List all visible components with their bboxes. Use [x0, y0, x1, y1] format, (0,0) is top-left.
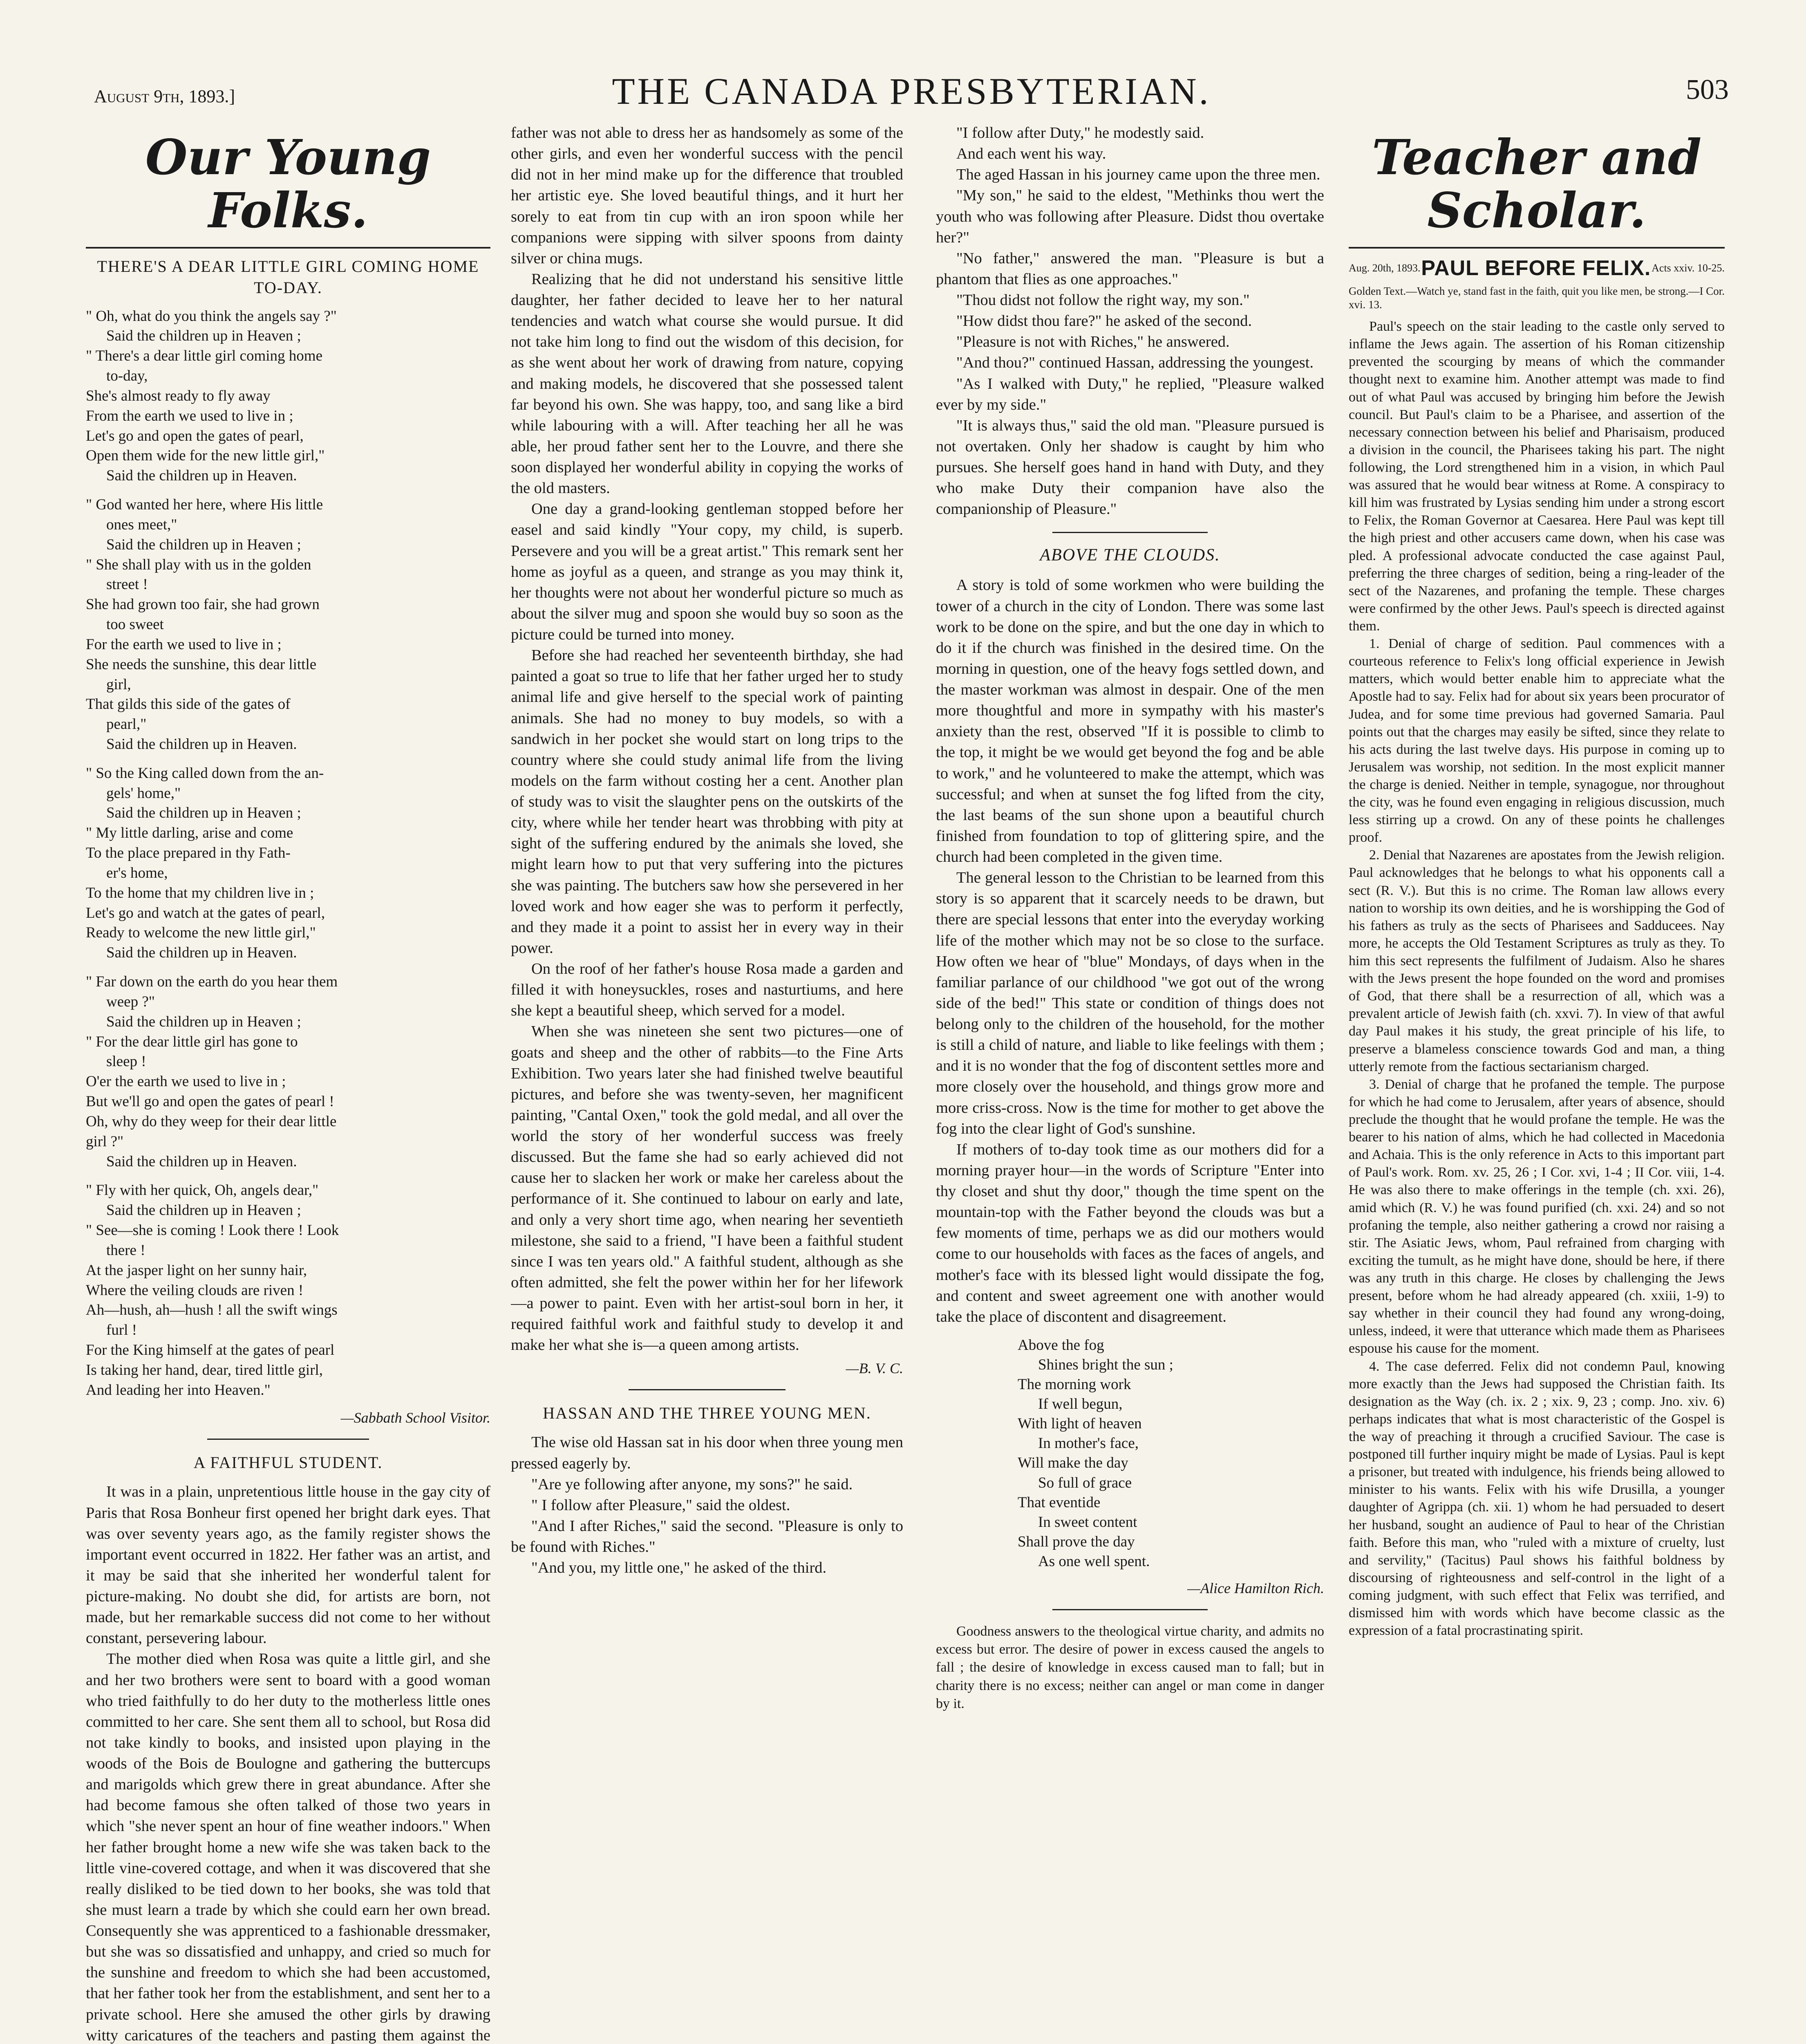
paragraph: "How didst thou fare?" he asked of the second. — [956, 312, 1252, 330]
poem-line: Said the children up in Heaven ; — [106, 327, 301, 345]
poem-stanza — [86, 1181, 490, 1400]
divider — [1052, 532, 1208, 533]
poem-byline: —Sabbath School Visitor. — [340, 1410, 490, 1426]
poem-line: furl ! — [106, 1322, 137, 1339]
poem-stanza — [86, 764, 490, 963]
poem-line: " Fly with her quick, Oh, angels dear," — [86, 1182, 319, 1199]
poem-line: Said the children up in Heaven. — [106, 467, 297, 484]
hassan-continued — [936, 123, 1324, 520]
paragraph: A story is told of some workmen who were building the tower of a church in the city of London. There was some last work to be done on the spire, and but the one day in which to do it if the church was finished in the desired time. On the morning in question, one of the heavy fogs settled down, and the master workman was almost in despair. One of the men more thoughtful and more in sympathy with his master's anxiety than the rest, observed "If it is possible to climb to the top, it might be we would get beyond the fog and be able to work," and he volunteered to make the attempt, which was successful; and when at sunset the fog lifted from the city, the last beams of the sun shone upon a beautiful church finished from foundation to top of glittering spire, and the church had been completed in the given time. — [936, 576, 1324, 865]
divider — [207, 1439, 369, 1440]
column-3 — [936, 123, 1324, 2044]
paragraph: father was not able to dress her as handsomely as some of the other girls, and even her wonderful success with the pencil did not in her mind make up for the difference that troubled her artistic eye. She loved beautiful things, and it hurt her sorely to eat from tin cup with an iron spoon while her companions were sipping with silver spoons from dainty silver or china mugs. — [511, 124, 903, 267]
poem-line: " Far down on the earth do you hear them — [86, 973, 338, 991]
poem-line: From the earth we used to live in ; — [86, 407, 293, 424]
paragraph: One day a grand-looking gentleman stopped before her easel and said kindly "Your copy, my child, is superb. Persevere and you will be a great artist." This remark sent her home as joyful as a queen, and strange as you may think it, her thoughts were not about her wonderful picture so much as about the silver mug and spoon she would buy so soon as the picture could be turned into money. — [511, 500, 903, 643]
paragraph: "No father," answered the man. "Pleasure is but a phantom that flies as one approaches." — [936, 249, 1324, 288]
verse-line: Above the fog — [1018, 1336, 1104, 1354]
poem-line: gels' home," — [106, 784, 181, 802]
poem-line: " She shall play with us in the golden — [86, 556, 311, 573]
poem-line: But we'll go and open the gates of pearl ! — [86, 1093, 334, 1110]
paragraph: 4. The case deferred. Felix did not condemn Paul, knowing more exactly than the Jews had supposed the Christian faith. Its designation as the Way (ch. ix. 2 ; xix. 9, 23 ; comp. Jno. xiv. 6) perhaps indicates that what is most characteristic of the Gospel is the way of preaching it through a crucified Saviour. The case is postponed till further inquiry might be made of Lysias. Paul is kept a prisoner, but treated with indulgence, his friends being allowed to minister to his wants. Felix with his wife Drusilla, a younger daughter of Agrippa (ch. xii. 1) whom he had persuaded to desert her husband, sought an audience of Paul to hear of the Christian faith. Before this man, who "ruled with a mixture of cruelty, lust and servility," (Tacitus) Paul shows his faithful boldness by discoursing of righteousness and self-control in the light of a coming judgment, with such effect that Felix was terrified, and dismissed him with words which have become classic as the expression of a fatal procrastinating spirit. — [1349, 1358, 1725, 1638]
paragraph: On the roof of her father's house Rosa made a garden and filled it with honeysuckles, roses and nasturtiums, and here she kept a beautiful sheep, which served for a model. — [511, 960, 903, 1020]
verse-line: Shall prove the day — [1018, 1533, 1135, 1550]
paragraph: " I follow after Pleasure," said the oldest. — [531, 1496, 790, 1514]
poem-line: there ! — [106, 1242, 145, 1259]
paragraph: Paul's speech on the stair leading to the castle only served to inflame the Jews again. The assertion of his Roman citizenship prevented the scourging by means of which the commander thought next to examine him. Another attempt was made to find out of what Paul was accused by bringing him before the Jewish council. But Paul's claim to be a Pharisee, and assertion of the necessary connection between his belief and Pharisaism, produced a division in the council, the Pharisees taking his part. The night following, the Lord strengthened him in a vision, in which Paul was assured that he would bear witness at Rome. A conspiracy to kill him was frustrated by Lysias sending him under a strong escort to Felix, the Roman Governor at Caesarea. Here Paul was kept till the high priest and other accusers came down, when his case was pled. A professional advocate conducted the case against Paul, preferring the three charges of sedition, being a ring-leader of the sect of the Nazarenes, and profaning the temple. These charges were confirmed by the other Jews. Paul's speech is directed against them. — [1349, 319, 1725, 634]
poem-line: She's almost ready to fly away — [86, 387, 271, 404]
verse-byline: —Alice Hamilton Rich. — [1187, 1580, 1324, 1596]
paragraph: 1. Denial of charge of sedition. Paul commences with a courteous reference to Felix's long official experience in Jewish matters, which would better enable him to appreciate what the Apostle had to say. Felix had for about six years been procurator of Judea, and for some time previous had governed Samaria. Paul points out that the charges may easily be sifted, since they relate to his acts during the last twelve days. His purpose in coming up to Jerusalem was worship, not sedition. In the most explicit manner the charge is denied. Neither in temple, synagogue, nor throughout the city, was he found even engaging in religious discussion, much less stirring up a crowd. On any of these points he challenges proof. — [1349, 636, 1725, 845]
paragraph: The mother died when Rosa was quite a little girl, and she and her two brothers were sent to board with a good woman who tried faithfully to do her duty to the motherless little ones committed to her care. She sent them all to school, but Rosa did not take kindly to books, and insisted upon playing in the woods of the Bois de Boulogne and gathering the buttercups and marigolds which grew there in great abundance. After she had become famous she often talked of those two years in which "she never spent an hour of fine weather indoors." When her father brought home a new wife she was taken back to the little vine-covered cottage, and when it was discovered that she really disliked to be tied down to her books, she was told that she must learn a trade by which she could earn her own bread. Consequently she was apprenticed to a fashionable dressmaker, but she was so dissatisfied and unhappy, and cried so much for the sunshine and freedom to which she had been accustomed, that her father took her from the establishment, and sent her to a private school. Here she amused the other girls by drawing witty caricatures of the teachers and pasting them against the — [86, 1650, 490, 2044]
lesson-text — [1349, 318, 1725, 1639]
poem-line: Where the veiling clouds are riven ! — [86, 1282, 304, 1299]
paragraph: If mothers of to-day took time as our mothers did for a morning prayer hour—in the words of Scripture "Enter into thy closet and shut thy door," though the time spent on the mountain-top with the Father beyond the clouds was but a few moments of time, perhaps we as did our mothers would come to our households with faces as the faces of angels, and mother's face with its blessed light would dissipate the fog, and content and sweet agreement one with another would take the place of discontent and disagreement. — [936, 1141, 1324, 1325]
poem-line: too sweet — [106, 616, 164, 633]
poem-stanza — [86, 495, 490, 755]
poem-line: " My little darling, arise and come — [86, 825, 293, 842]
poem-line: Said the children up in Heaven ; — [106, 1013, 301, 1030]
poem-line: " So the King called down from the an- — [86, 764, 324, 782]
poem-line: weep ?" — [106, 993, 155, 1010]
lesson-title: PAUL BEFORE FELIX. — [1421, 256, 1651, 280]
section-heading-teacher-scholar: Teacher and Scholar. — [1372, 129, 1702, 239]
section-heading-young-folks: Our Young Folks. — [145, 129, 431, 239]
story-continued — [511, 123, 903, 1356]
lesson-date: Aug. 20th, 1893. — [1349, 262, 1421, 274]
newspaper-title: THE CANADA PRESBYTERIAN. — [612, 70, 1211, 112]
paragraph: "And thou?" continued Hassan, addressing the youngest. — [956, 354, 1314, 372]
poem-line: O'er the earth we used to live in ; — [86, 1073, 286, 1090]
paragraph: Before she had reached her seventeenth birthday, she had painted a goat so true to life that her father urged her to study animal life and give herself to the special work of painting animals. She had no money to buy models, so with a sandwich in her pocket she would start on long trips to the country where she could study animal life from the living models on the farm without costing her a cent. Another plan of study was to visit the slaughter pens on the outskirts of the city, where while her tender heart was throbbing with pity at sight of the suffering endured by the animals she loved, she might learn how to put that very suffering into the pictures she was painting. The butchers saw how she persevered in her loved work and how eager she was to perform it perfectly, and they made it a point to assist her in every way in their power. — [511, 647, 903, 957]
poem-line: For the earth we used to live in ; — [86, 636, 282, 653]
poem-line: " For the dear little girl has gone to — [86, 1033, 298, 1050]
verse-line: In mother's face, — [1038, 1435, 1139, 1452]
poem-line: pearl," — [106, 716, 147, 733]
poem-line: er's home, — [106, 864, 168, 881]
divider — [1349, 247, 1725, 249]
poem-line: Ready to welcome the new little girl," — [86, 924, 316, 941]
divider — [86, 247, 490, 249]
poem-line: Ah—hush, ah—hush ! all the swift wings — [86, 1302, 338, 1319]
poem-line: And leading her into Heaven." — [86, 1381, 271, 1399]
story-title: A FAITHFUL STUDENT. — [193, 1453, 383, 1472]
poem-line: to-day, — [106, 368, 148, 385]
hassan-text — [511, 1432, 903, 1578]
poem-line: Said the children up in Heaven. — [106, 735, 297, 753]
poem — [86, 307, 490, 1401]
poem-line: Said the children up in Heaven ; — [106, 536, 301, 553]
closing-text — [936, 1623, 1324, 1713]
poem-line: To the place prepared in thy Fath- — [86, 845, 291, 862]
verse-line: With light of heaven — [1018, 1415, 1142, 1432]
paragraph: "And I after Riches," said the second. "Pleasure is only to be found with Riches." — [511, 1517, 903, 1555]
verse-line: That eventide — [1018, 1494, 1101, 1511]
paragraph: The wise old Hassan sat in his door when three young men pressed eagerly by. — [511, 1434, 903, 1472]
lesson-header — [1349, 256, 1725, 280]
paragraph: It was in a plain, unpretentious little house in the gay city of Paris that Rosa Bonheur first opened her bright dark eyes. That was over seventy years ago, as the family register shows the important event occurred in 1822. Her father was an artist, and it may be said that she inherited her wonderful talent for picture-making. No doubt she did, for artists are born, not made, but her remarkable success did not come to her without constant, persevering labour. — [86, 1483, 490, 1647]
verse-line: As one well spent. — [1038, 1553, 1150, 1570]
poem-stanza — [86, 972, 490, 1172]
paragraph: When she was nineteen she sent two pictures—one of goats and sheep and the other of rabbits—to the Fine Arts Exhibition. Two years later she had finished twelve beautiful pictures, and before she was twenty-seven, her magnificent painting, "Cantal Oxen," took the gold medal, and all over the world the story of her wonderful success was freely discussed. But the fame she had so early achieved did not cause her to slacken her work or make her careless about the performance of it. She continued to labour on early and late, and only a very short time ago, when nearing her seventieth milestone, she said to a friend, "I have been a faithful student since I was ten years old." A faithful student, although as she often admitted, she felt the power within her for her lifework—a power to paint. Even with her artist-soul born in her, it required faithful work and faithful study to develop it and make her what she is—a queen among artists. — [511, 1023, 903, 1354]
poem-line: For the King himself at the gates of pearl — [86, 1342, 335, 1358]
story-text — [86, 1481, 490, 2044]
verse-line: Shines bright the sun ; — [1038, 1356, 1173, 1373]
poem-line: Said the children up in Heaven. — [106, 1153, 297, 1170]
paragraph: The general lesson to the Christian to be learned from this story is so apparent that it scarcely needs to be drawn, but there are special lessons that enter into the everyday working life of the mother which may not be so close to the surface. How often we hear of "blue" Mondays, of days when in the familiar parlance of our childhood "we got out of the wrong side of the bed!" This state or condition of things does not belong only to the children of the household, for the mother is still a child of nature, and liable to like feelings with them ; and it is no wonder that the fog of discontent settles more and more closely over the household, and things grow more and more criss-cross. Now is the time for mother to get above the fog into the clear light of God's sunshine. — [936, 869, 1324, 1137]
poem-line: Open them wide for the new little girl," — [86, 447, 325, 464]
divider — [1052, 1609, 1208, 1610]
poem-title: THERE'S A DEAR LITTLE GIRL COMING HOME TO-DAY. — [97, 257, 479, 297]
poem-line: Let's go and open the gates of pearl, — [86, 427, 304, 444]
verse-line: If well begun, — [1038, 1396, 1123, 1413]
poem-line: Oh, why do they weep for their dear little — [86, 1113, 337, 1130]
poem-line: Said the children up in Heaven. — [106, 944, 297, 961]
poem-line: " See—she is coming ! Look there ! Look — [86, 1222, 339, 1239]
poem-line: girl, — [106, 676, 131, 693]
verse-line: Will make the day — [1018, 1455, 1128, 1472]
divider — [629, 1389, 786, 1390]
paragraph: "I follow after Duty," he modestly said. — [956, 124, 1204, 141]
poem-line: ones meet," — [106, 516, 177, 533]
poem-line: " There's a dear little girl coming home — [86, 347, 322, 365]
hassan-title: HASSAN AND THE THREE YOUNG MEN. — [543, 1404, 871, 1423]
column-1 — [86, 123, 490, 2044]
poem-line: street ! — [106, 576, 148, 593]
verse-line: The morning work — [1018, 1376, 1131, 1393]
issue-date: August 9th, 1893.] — [94, 86, 235, 106]
column-2 — [511, 123, 903, 2044]
paragraph: "Are ye following after anyone, my sons?" he said. — [531, 1475, 853, 1493]
paragraph: Realizing that he did not understand his sensitive little daughter, her father decided to leave her to her natural tendencies and watch what course she would pursue. It did not take him long to find out the wisdom of this decision, for as she went about her work of drawing from nature, copying and making models, he discovered that she possessed talent far beyond his own. She was happy, too, and sang like a bird while labouring with a will. After teaching her all he was able, her proud father sent her to the Louvre, and there she soon displayed her wonderful ability in copying the works of the old masters. — [511, 270, 903, 497]
golden-text: Golden Text.—Watch ye, stand fast in the faith, quit you like men, be strong.—I Cor. xvi. 13. — [1349, 285, 1725, 311]
page-number: 503 — [1686, 74, 1729, 105]
paragraph: "It is always thus," said the old man. "Pleasure pursued is not overtaken. Only her shadow is caught by him who pursues. She herself goes hand in hand with Duty, and they who make Duty their companion have also the companionship of Pleasure." — [936, 417, 1324, 518]
poem-stanza — [86, 307, 490, 486]
poem-line: sleep ! — [106, 1053, 146, 1070]
paragraph: "Thou didst not follow the right way, my son." — [956, 291, 1250, 309]
verse-line: In sweet content — [1038, 1513, 1137, 1531]
poem-line: Let's go and watch at the gates of pearl, — [86, 904, 325, 921]
paragraph: 2. Denial that Nazarenes are apostates from the Jewish religion. Paul acknowledges that he belongs to what his opponents call a sect (R. V.). But this is no crime. The Roman law allows every nation to worship its own deities, and he is worshipping the God of his fathers as truly as the sects of Pharisees and Sadducees. Nay more, he accepts the Old Testament Scriptures as truly as they. To him this sect represents the fulfilment of Judaism. Also he shares with the Jews present the hope founded on the word and promises of God, that there shall be a resurrection of all, which was a prevalent article of Jewish faith (ch. xxvi. 7). In view of that awful day Paul makes it his study, the great principle of his life, to preserve a blameless conscience towards God and man, a thing utterly remote from the factious sectarianism charged. — [1349, 847, 1725, 1074]
lesson-reference: Acts xxiv. 10-25. — [1652, 262, 1725, 274]
poem-line: " God wanted her here, where His little — [86, 496, 323, 513]
poem-line: At the jasper light on her sunny hair, — [86, 1262, 307, 1279]
poem-line: She needs the sunshine, this dear little — [86, 656, 317, 673]
paragraph: "As I walked with Duty," he replied, "Pleasure walked ever by my side." — [936, 375, 1324, 413]
paragraph: Goodness answers to the theological virtue charity, and admits no excess but error. The desire of power in excess caused the angels to fall ; the desire of knowledge in excess caused man to fall; but in charity there is no excess; neither can angel or man come in danger by it. — [936, 1624, 1324, 1711]
paragraph: And each went his way. — [956, 145, 1106, 163]
poem-line: To the home that my children live in ; — [86, 884, 314, 901]
poem-line: She had grown too fair, she had grown — [86, 596, 320, 613]
story-byline: —B. V. C. — [846, 1360, 903, 1377]
poem-line: Said the children up in Heaven ; — [106, 1202, 301, 1219]
verse-line: So full of grace — [1038, 1474, 1132, 1491]
paragraph: "Pleasure is not with Riches," he answered. — [956, 333, 1230, 351]
paragraph: "And you, my little one," he asked of the third. — [531, 1559, 827, 1577]
paragraph: 3. Denial of charge that he profaned the temple. The purpose for which he had come to Jerusalem, after years of absence, should preclude the thought that he would profane the temple. He was the bearer to his nation of alms, which he had collected in Macedonia and Achaia. This is the only reference in Acts to this important part of Paul's work. Rom. xv. 25, 26 ; I Cor. xvi, 1-4 ; II Cor. viii, 1-4. He was also there to make offerings in the temple (ch. xxi. 26), amid which (R. V.) he was found purified (ch. xxi. 24) and so not profaning the temple, also neither gathering a crowd nor raising a stir. The Asiatic Jews, whom, Paul refrained from charging with exciting the tumult, as he might have done, should be here, if there was any truth in this charge. He closes by challenging the Jews present, before whom he had already appeared (ch. xxiii, 1-9) to say whether in their council they had found any wrong-doing, unless, indeed, it were that utterance which made them as Pharisees espouse his cause for the moment. — [1349, 1076, 1725, 1356]
paragraph: "My son," he said to the eldest, "Methinks thou wert the youth who was following after Pleasure. Didst thou overtake her?" — [936, 187, 1324, 246]
verse — [936, 1336, 1324, 1571]
paragraph: The aged Hassan in his journey came upon the three men. — [956, 166, 1320, 184]
poem-line: That gilds this side of the gates of — [86, 696, 291, 713]
column-4 — [1349, 123, 1725, 2044]
clouds-text — [936, 575, 1324, 1327]
poem-line: " Oh, what do you think the angels say ?" — [86, 307, 337, 325]
poem-line: Said the children up in Heaven ; — [106, 805, 301, 822]
masthead — [94, 69, 1729, 114]
clouds-title: ABOVE THE CLOUDS. — [1040, 546, 1220, 565]
poem-line: girl ?" — [86, 1133, 124, 1150]
poem-line: Is taking her hand, dear, tired little girl, — [86, 1361, 323, 1378]
